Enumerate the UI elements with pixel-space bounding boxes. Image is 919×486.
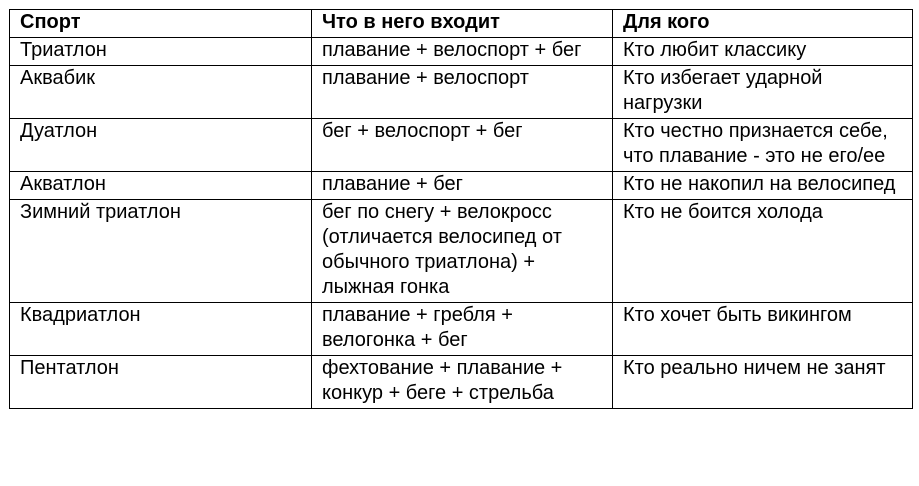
cell-sport: Триатлон [10, 38, 312, 66]
header-audience: Для кого [613, 10, 913, 38]
cell-components: плавание + бег [312, 172, 613, 200]
table-header [10, 10, 913, 38]
cell-sport: Квадриатлон [10, 303, 312, 356]
table-body [10, 38, 913, 409]
header-sport: Спорт [10, 10, 312, 38]
cell-audience: Кто не боится холода [613, 200, 913, 303]
cell-components: бег + велоспорт + бег [312, 119, 613, 172]
cell-audience: Кто избегает ударной нагрузки [613, 66, 913, 119]
cell-audience: Кто хочет быть викингом [613, 303, 913, 356]
table-row [10, 356, 913, 409]
table-row [10, 119, 913, 172]
table-row [10, 303, 913, 356]
cell-components: плавание + велоспорт + бег [312, 38, 613, 66]
cell-components: плавание + гребля + велогонка + бег [312, 303, 613, 356]
cell-components: плавание + велоспорт [312, 66, 613, 119]
cell-components: бег по снегу + велокросс (отличается велосипед от обычного триатлона) + лыжная гонка [312, 200, 613, 303]
cell-sport: Зимний триатлон [10, 200, 312, 303]
cell-sport: Пентатлон [10, 356, 312, 409]
header-row [10, 10, 913, 38]
table-row [10, 66, 913, 119]
cell-components: фехтование + плавание + конкур + беге + стрельба [312, 356, 613, 409]
cell-audience: Кто не накопил на велосипед [613, 172, 913, 200]
sports-comparison-table [9, 9, 913, 409]
header-components: Что в него входит [312, 10, 613, 38]
cell-audience: Кто честно признается себе, что плавание - это не его/ее [613, 119, 913, 172]
cell-audience: Кто любит классику [613, 38, 913, 66]
cell-audience: Кто реально ничем не занят [613, 356, 913, 409]
cell-sport: Аквабик [10, 66, 312, 119]
table-row [10, 38, 913, 66]
cell-sport: Дуатлон [10, 119, 312, 172]
table-row [10, 172, 913, 200]
cell-sport: Акватлон [10, 172, 312, 200]
table-row [10, 200, 913, 303]
